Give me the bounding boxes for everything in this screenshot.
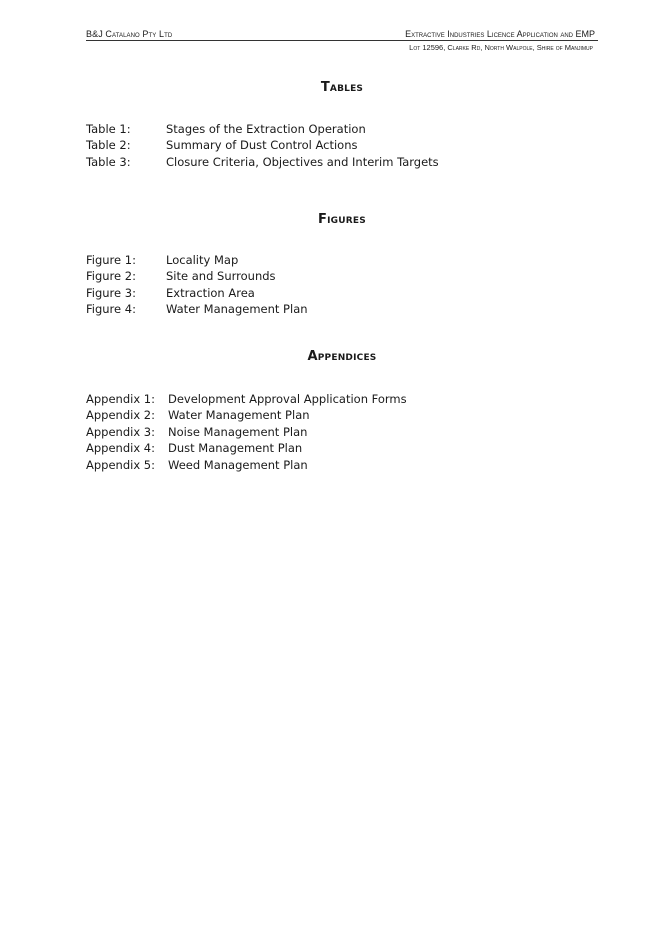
item-number: Table 1: [86, 122, 131, 136]
item-label: Dust Management Plan [168, 441, 303, 456]
list-item [86, 407, 407, 423]
item-label: Noise Management Plan [168, 424, 308, 439]
list-item [86, 457, 407, 473]
item-label: Water Management Plan [168, 408, 310, 423]
list-item [86, 440, 407, 456]
item-number: Figure 1: [86, 253, 136, 267]
item-label: Water Management Plan [166, 302, 308, 317]
item-label: Weed Management Plan [168, 457, 308, 472]
item-number: Figure 3: [86, 285, 136, 300]
item-label: Closure Criteria, Objectives and Interim Targets [166, 154, 439, 169]
item-label: Summary of Dust Control Actions [166, 138, 358, 153]
item-label: Development Approval Application Forms [168, 392, 407, 406]
appendices-heading: Appendices [307, 349, 377, 364]
item-label: Site and Surrounds [166, 269, 276, 284]
page-header [86, 27, 598, 57]
figures-list [86, 252, 308, 318]
list-item [86, 301, 308, 317]
item-number: Appendix 5: [86, 457, 155, 472]
item-number: Appendix 1: [86, 392, 155, 406]
item-number: Appendix 3: [86, 424, 155, 439]
appendices-list [86, 391, 407, 473]
list-item [86, 424, 407, 440]
list-item [86, 121, 439, 137]
list-item [86, 285, 308, 301]
list-item [86, 391, 407, 407]
document-title: Extractive Industries Licence Application and EMP [405, 29, 595, 39]
company-name: B&J Catalano Pty Ltd [86, 29, 173, 39]
list-item [86, 137, 439, 153]
item-number: Figure 4: [86, 302, 136, 317]
list-item [86, 268, 308, 284]
item-number: Appendix 2: [86, 408, 155, 423]
item-number: Appendix 4: [86, 441, 155, 456]
item-number: Figure 2: [86, 269, 136, 284]
item-label: Locality Map [166, 253, 239, 267]
figures-heading: Figures [318, 212, 366, 227]
list-item [86, 154, 439, 170]
header-rule [86, 40, 598, 41]
tables-heading: Tables [320, 80, 364, 95]
item-number: Table 3: [86, 154, 131, 169]
tables-list [86, 121, 439, 170]
item-label: Extraction Area [166, 285, 255, 300]
item-number: Table 2: [86, 138, 131, 153]
list-item [86, 252, 308, 268]
item-label: Stages of the Extraction Operation [166, 122, 366, 136]
site-location: Lot 12596, Clarke Rd, North Walpole, Shire of Manjimup [409, 43, 593, 52]
